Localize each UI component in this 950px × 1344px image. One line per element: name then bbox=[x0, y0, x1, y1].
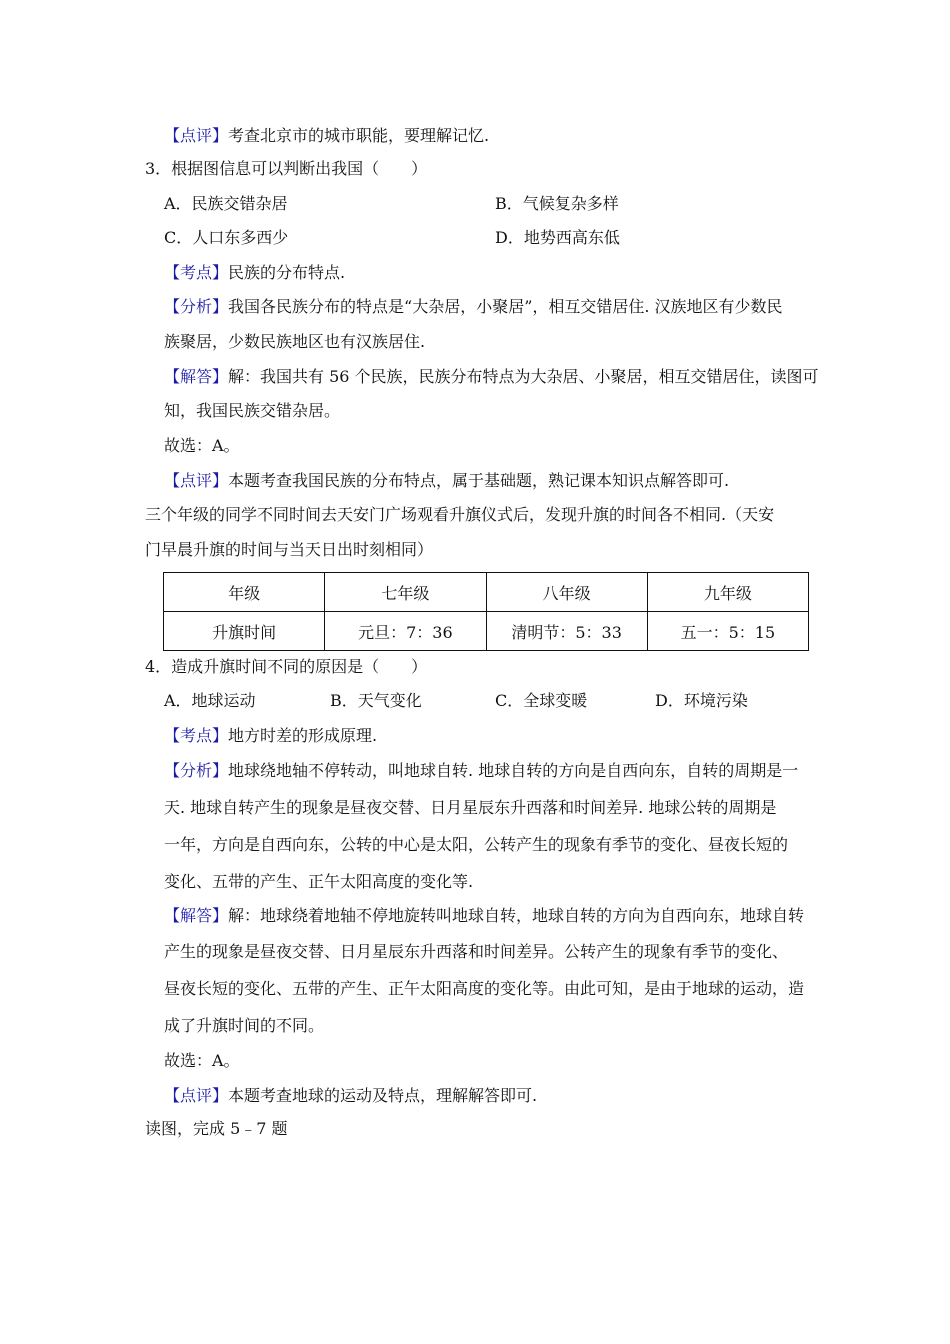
q4-stem: 4．造成升旗时间不同的原因是（ ） bbox=[145, 657, 428, 676]
dianping-text: 本题考查我国民族的分布特点，属于基础题，熟记课本知识点解答即可. bbox=[228, 471, 730, 490]
q3-fenxi-line2: 族聚居，少数民族地区也有汉族居住. bbox=[164, 332, 426, 351]
kaodian-tag: 【考点】 bbox=[164, 263, 229, 282]
table-row bbox=[164, 612, 809, 651]
next-section-prompt: 读图，完成 5﹣7 题 bbox=[145, 1119, 288, 1138]
dianping-text: 本题考查地球的运动及特点，理解解答即可. bbox=[228, 1086, 538, 1105]
table-cell: 八年级 bbox=[486, 573, 647, 612]
q3-kaodian bbox=[164, 262, 345, 284]
kaodian-text: 地方时差的形成原理. bbox=[228, 726, 378, 745]
intro-line1: 三个年级的同学不同时间去天安门广场观看升旗仪式后，发现升旗的时间各不相同.（天安 bbox=[145, 505, 775, 524]
jieda-text: 解：我国共有 56 个民族，民族分布特点为大杂居、小聚居，相互交错居住，读图可 bbox=[228, 367, 819, 386]
q4-jieda-line3: 昼夜长短的变化、五带的产生、正午太阳高度的变化等。由此可知，是由于地球的运动，造 bbox=[164, 979, 805, 998]
q4-fenxi-line2: 天. 地球自转产生的现象是昼夜交替、日月星辰东升西落和时间差异. 地球公转的周期是 bbox=[164, 798, 777, 817]
q4-option-b: B．天气变化 bbox=[330, 691, 422, 710]
flag-time-table bbox=[163, 572, 809, 651]
q3-option-c: C．人口东多西少 bbox=[164, 228, 289, 247]
kaodian-text: 民族的分布特点. bbox=[228, 263, 346, 282]
q3-stem: 3．根据图信息可以判断出我国（ ） bbox=[145, 159, 428, 178]
q4-jieda-line1 bbox=[164, 905, 804, 927]
fenxi-tag: 【分析】 bbox=[164, 761, 229, 780]
q4-answer: 故选：A。 bbox=[164, 1051, 240, 1070]
intro-line2: 门早晨升旗的时间与当天日出时刻相同） bbox=[145, 540, 434, 559]
fenxi-text: 地球绕地轴不停转动，叫地球自转. 地球自转的方向是自西向东，自转的周期是一 bbox=[228, 761, 799, 780]
q3-option-d: D．地势西高东低 bbox=[495, 228, 620, 247]
fenxi-text: 我国各民族分布的特点是“大杂居，小聚居”，相互交错居住. 汉族地区有少数民 bbox=[228, 297, 783, 316]
dianping-tag: 【点评】 bbox=[164, 1086, 229, 1105]
jieda-text: 解：地球绕着地轴不停地旋转叫地球自转，地球自转的方向为自西向东，地球自转 bbox=[228, 906, 805, 925]
q4-option-d: D．环境污染 bbox=[655, 691, 748, 710]
q4-dianping bbox=[164, 1085, 537, 1107]
q4-option-c: C．全球变暖 bbox=[495, 691, 588, 710]
jieda-tag: 【解答】 bbox=[164, 367, 229, 386]
table-cell: 元旦：7：36 bbox=[325, 612, 486, 651]
q4-option-a: A．地球运动 bbox=[164, 691, 256, 710]
table-cell: 七年级 bbox=[325, 573, 486, 612]
table-header-row bbox=[164, 573, 809, 612]
q4-jieda-line2: 产生的现象是昼夜交替、日月星辰东升西落和时间差异。公转产生的现象有季节的变化、 bbox=[164, 942, 789, 961]
q3-jieda-line1 bbox=[164, 366, 819, 388]
jieda-tag: 【解答】 bbox=[164, 906, 229, 925]
dianping-tag: 【点评】 bbox=[164, 471, 229, 490]
table-cell: 年级 bbox=[164, 573, 325, 612]
q4-fenxi-line3: 一年，方向是自西向东，公转的中心是太阳，公转产生的现象有季节的变化、昼夜长短的 bbox=[164, 835, 789, 854]
table-cell: 九年级 bbox=[647, 573, 808, 612]
table-cell: 升旗时间 bbox=[164, 612, 325, 651]
q3-answer: 故选：A。 bbox=[164, 436, 240, 455]
q3-jieda-line2: 知，我国民族交错杂居。 bbox=[164, 401, 341, 420]
q3-fenxi-line1 bbox=[164, 296, 783, 318]
q3-dianping bbox=[164, 470, 729, 492]
q4-fenxi-line1 bbox=[164, 760, 798, 782]
dianping-text: 考查北京市的城市职能，要理解记忆. bbox=[228, 126, 490, 145]
dianping-tag: 【点评】 bbox=[164, 126, 229, 145]
kaodian-tag: 【考点】 bbox=[164, 726, 229, 745]
q2-comment bbox=[164, 125, 489, 147]
table-cell: 清明节：5：33 bbox=[486, 612, 647, 651]
q4-fenxi-line4: 变化、五带的产生、正午太阳高度的变化等. bbox=[164, 872, 474, 891]
table-cell: 五一：5：15 bbox=[647, 612, 808, 651]
q4-jieda-line4: 成了升旗时间的不同。 bbox=[164, 1016, 325, 1035]
fenxi-tag: 【分析】 bbox=[164, 297, 229, 316]
q3-option-b: B．气候复杂多样 bbox=[495, 194, 619, 213]
q4-kaodian bbox=[164, 725, 377, 747]
q3-option-a: A．民族交错杂居 bbox=[164, 194, 288, 213]
